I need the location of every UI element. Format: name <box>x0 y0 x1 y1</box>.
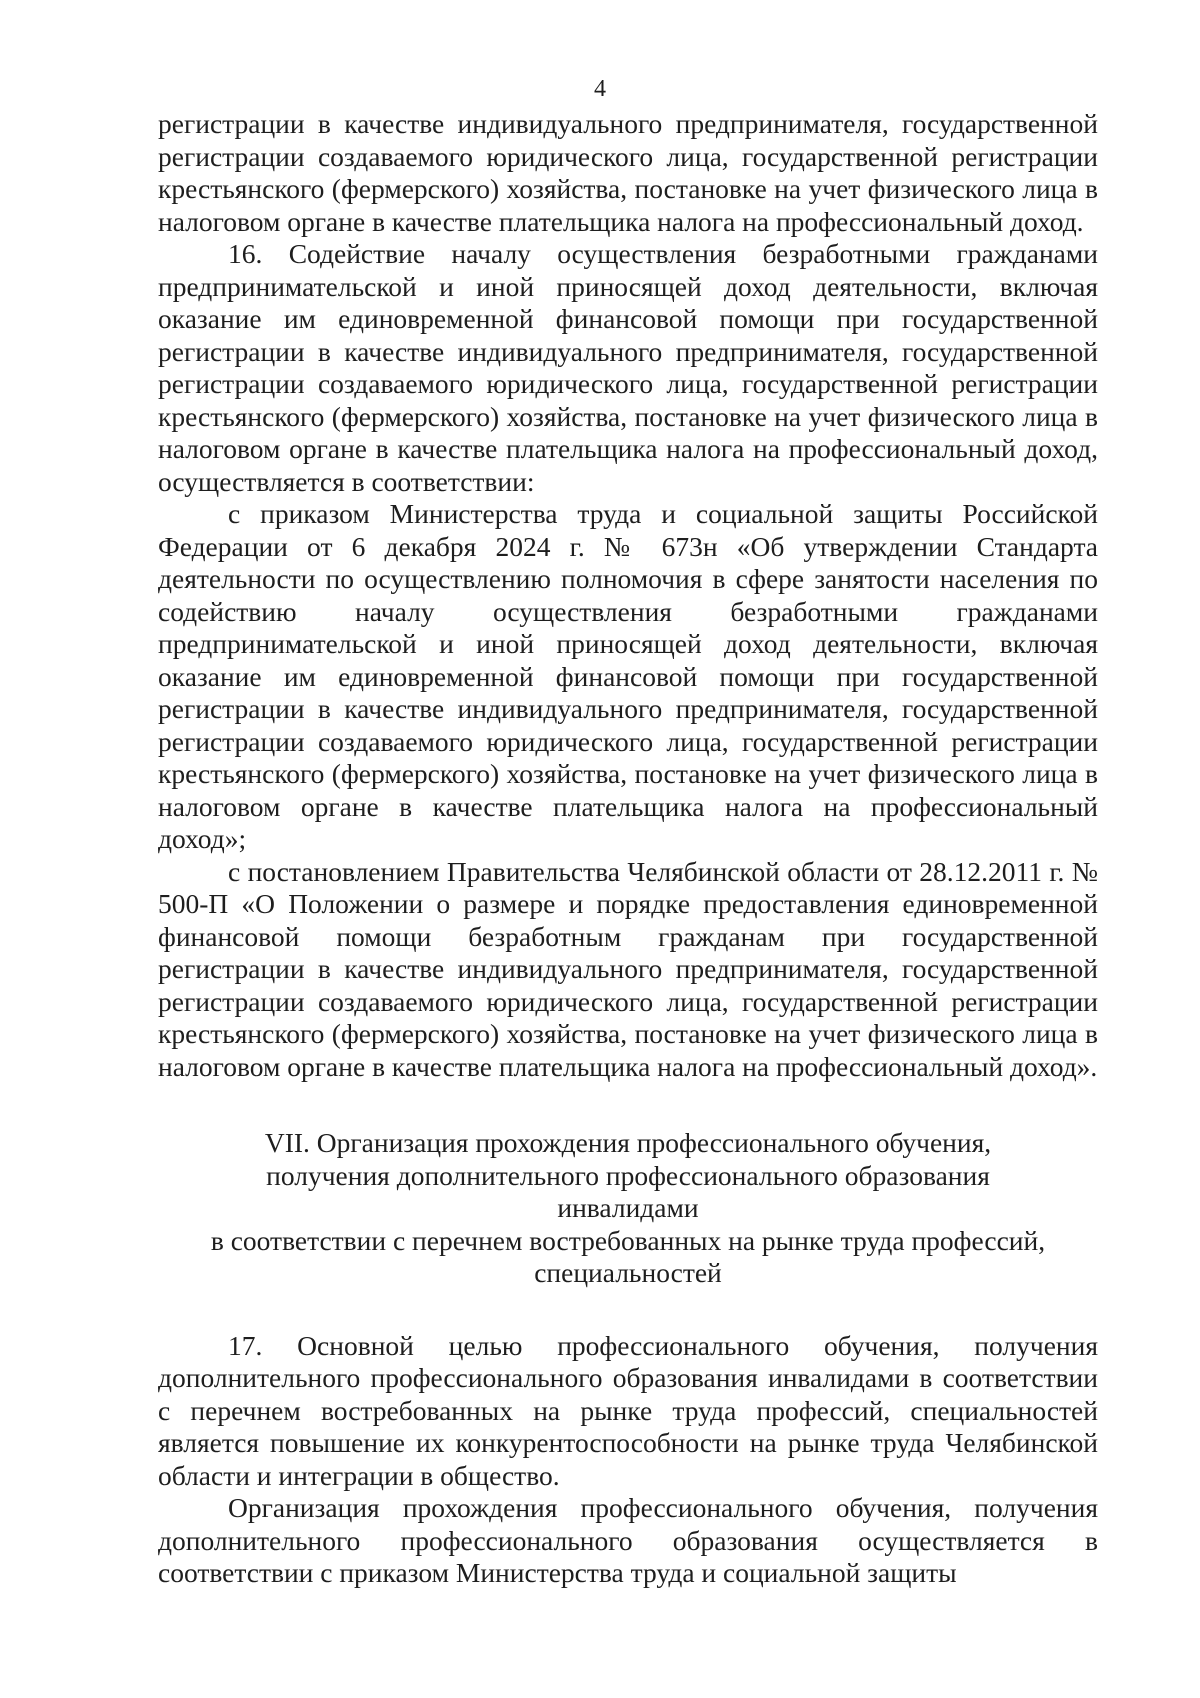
paragraph-17: 17. Основной целью профессионального обучения, получения дополнительного профессионального образования инвалидами в соответствии с перечнем востребованных на рынке труда профессий, специальностей является повышение их конкурентоспособности на рынке труда Челябинской области и интеграции в общество. <box>158 1329 1098 1491</box>
paragraph-resolution-government: с постановлением Правительства Челябинской области от 28.12.2011 г. № 500-П «О Положении о размере и порядке предоставления единовременной финансовой помощи безработным гражданам при государственной регистрации в качестве индивидуального предпринимателя, государственной регистрации создаваемого юридического лица, государственной регистрации крестьянского (фермерского) хозяйства, постановке на учет физического лица в налоговом органе в качестве плательщика налога на профессиональный доход». <box>158 855 1098 1082</box>
section-heading-vii <box>158 1127 1098 1290</box>
document-body <box>158 108 1098 1590</box>
section-heading-line: VII. Организация прохождения профессионального обучения, <box>264 1127 992 1158</box>
paragraph-continuation: регистрации в качестве индивидуального предпринимателя, государственной регистрации создаваемого юридического лица, государственной регистрации крестьянского (фермерского) хозяйства, постановке на учет физического лица в налоговом органе в качестве плательщика налога на профессиональный доход. <box>158 108 1098 237</box>
paragraph-order-ministry: с приказом Министерства труда и социальной защиты Российской Федерации от 6 декабря 2024 г. № 673н «Об утверждении Стандарта деятельности по осуществлению полномочия в сфере занятости населения по содействию началу осуществления безработными гражданами предпринимательской и иной приносящей доход деятельности, включая оказание им единовременной финансовой помощи при государственной регистрации в качестве индивидуального предпринимателя, государственной регистрации создаваемого юридического лица, государственной регистрации крестьянского (фермерского) хозяйства, постановке на учет физического лица в налоговом органе в качестве плательщика налога на профессиональный доход»; <box>158 498 1098 854</box>
page-number: 4 <box>594 76 606 102</box>
paragraph-16: 16. Содействие началу осуществления безработными гражданами предпринимательской и иной приносящей доход деятельности, включая оказание им единовременной финансовой помощи при государственной регистрации в качестве индивидуального предпринимателя, государственной регистрации создаваемого юридического лица, государственной регистрации крестьянского (фермерского) хозяйства, постановке на учет физического лица в налоговом органе в качестве плательщика налога на профессиональный доход, осуществляется в соответствии: <box>158 238 1098 497</box>
section-heading-line: в соответствии с перечнем востребованных на рынке труда профессий, <box>210 1224 1046 1256</box>
section-heading-line: получения дополнительного профессионального образования инвалидами <box>266 1159 990 1223</box>
section-heading-line: специальностей <box>534 1257 722 1288</box>
paragraph-organization: Организация прохождения профессионального обучения, получения дополнительного профессионального образования осуществляется в соответствии с приказом Министерства труда и социальной защиты <box>158 1492 1098 1588</box>
